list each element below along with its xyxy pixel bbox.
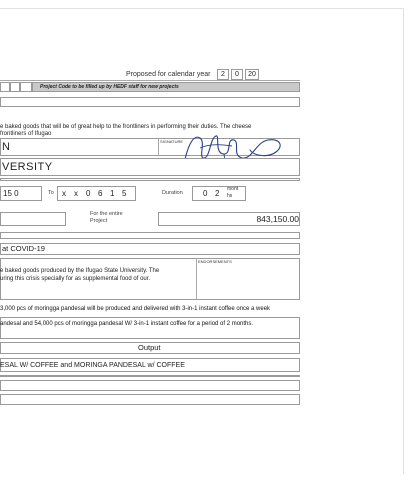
- output-sub-row: [0, 375, 300, 377]
- agency-sub-row: [0, 178, 300, 181]
- to-digit-2: x: [74, 189, 78, 198]
- objectives-line-2: andesal and 54,000 pcs of moringga pandesal W/ 3-in-1 instant coffee for a period of 2 months.: [0, 321, 254, 327]
- theme-box[interactable]: [0, 243, 300, 255]
- project-title-value: N: [2, 141, 10, 153]
- project-code-note: Project Code to be filled up by HEDF staff for new projects: [40, 84, 179, 90]
- duration-digit-2: 2: [215, 189, 220, 198]
- rationale-line-1: e baked goods that will be of great help to the frontliners in performing their duties. The cheese: [0, 124, 252, 130]
- to-digit-6: 5: [122, 189, 127, 198]
- rule: [158, 138, 159, 156]
- signature-label: SIGNATURE: [160, 139, 184, 144]
- project-code-cell-3[interactable]: [20, 82, 32, 92]
- year-digit-3[interactable]: 20: [245, 69, 259, 80]
- cost-amount: 843,150.00: [256, 214, 299, 224]
- from-date-value: 15 0: [3, 189, 19, 198]
- project-code-blank-row[interactable]: [0, 97, 300, 107]
- description-line-2: uring this crisis specially for as supplemental food of our.: [0, 276, 151, 282]
- year-digit-1[interactable]: 2: [217, 69, 229, 80]
- objectives-line-1: 3,000 pcs of moringga pandesal will be produced and delivered with 3-in-1 instant coffee once a week: [0, 306, 271, 312]
- project-code-cell-1[interactable]: [0, 82, 10, 92]
- year-digit-2[interactable]: 0: [231, 69, 243, 80]
- blank-row[interactable]: [0, 380, 300, 391]
- blank-row: [0, 232, 300, 239]
- duration-digit-1: 0: [203, 189, 208, 198]
- to-label: To: [48, 190, 54, 196]
- output-value: ESAL W/ COFFEE and MORINGA PANDESAL w/ COFFEE: [0, 362, 185, 369]
- description-line-1: e baked goods produced by the Ifugao State University. The: [0, 268, 160, 274]
- to-digit-3: 0: [86, 189, 91, 198]
- endorsements-label: ENDORSEMENTS: [198, 259, 232, 264]
- cost-label-line-1: For the entire: [90, 211, 123, 217]
- project-code-cell-2[interactable]: [10, 82, 20, 92]
- proposed-year-label: Proposed for calendar year: [126, 71, 211, 78]
- blank-row[interactable]: [0, 394, 300, 405]
- cost-left-box[interactable]: [0, 212, 66, 226]
- to-digit-1: x: [62, 189, 66, 198]
- theme-value: at COVID-19: [2, 244, 45, 253]
- output-label: Output: [138, 343, 161, 352]
- page-right-border: [403, 8, 404, 474]
- agency-value: VERSITY: [2, 161, 53, 173]
- duration-unit: mont hs: [227, 186, 239, 199]
- page-top-border: [0, 8, 404, 9]
- duration-label: Duration: [162, 190, 183, 196]
- rule: [0, 80, 300, 81]
- to-digit-4: 6: [98, 189, 103, 198]
- to-digit-5: 1: [110, 189, 115, 198]
- rationale-line-2: frontliners of Ifugao: [0, 131, 52, 137]
- cost-label-line-2: Project: [90, 218, 108, 224]
- rule: [196, 258, 197, 300]
